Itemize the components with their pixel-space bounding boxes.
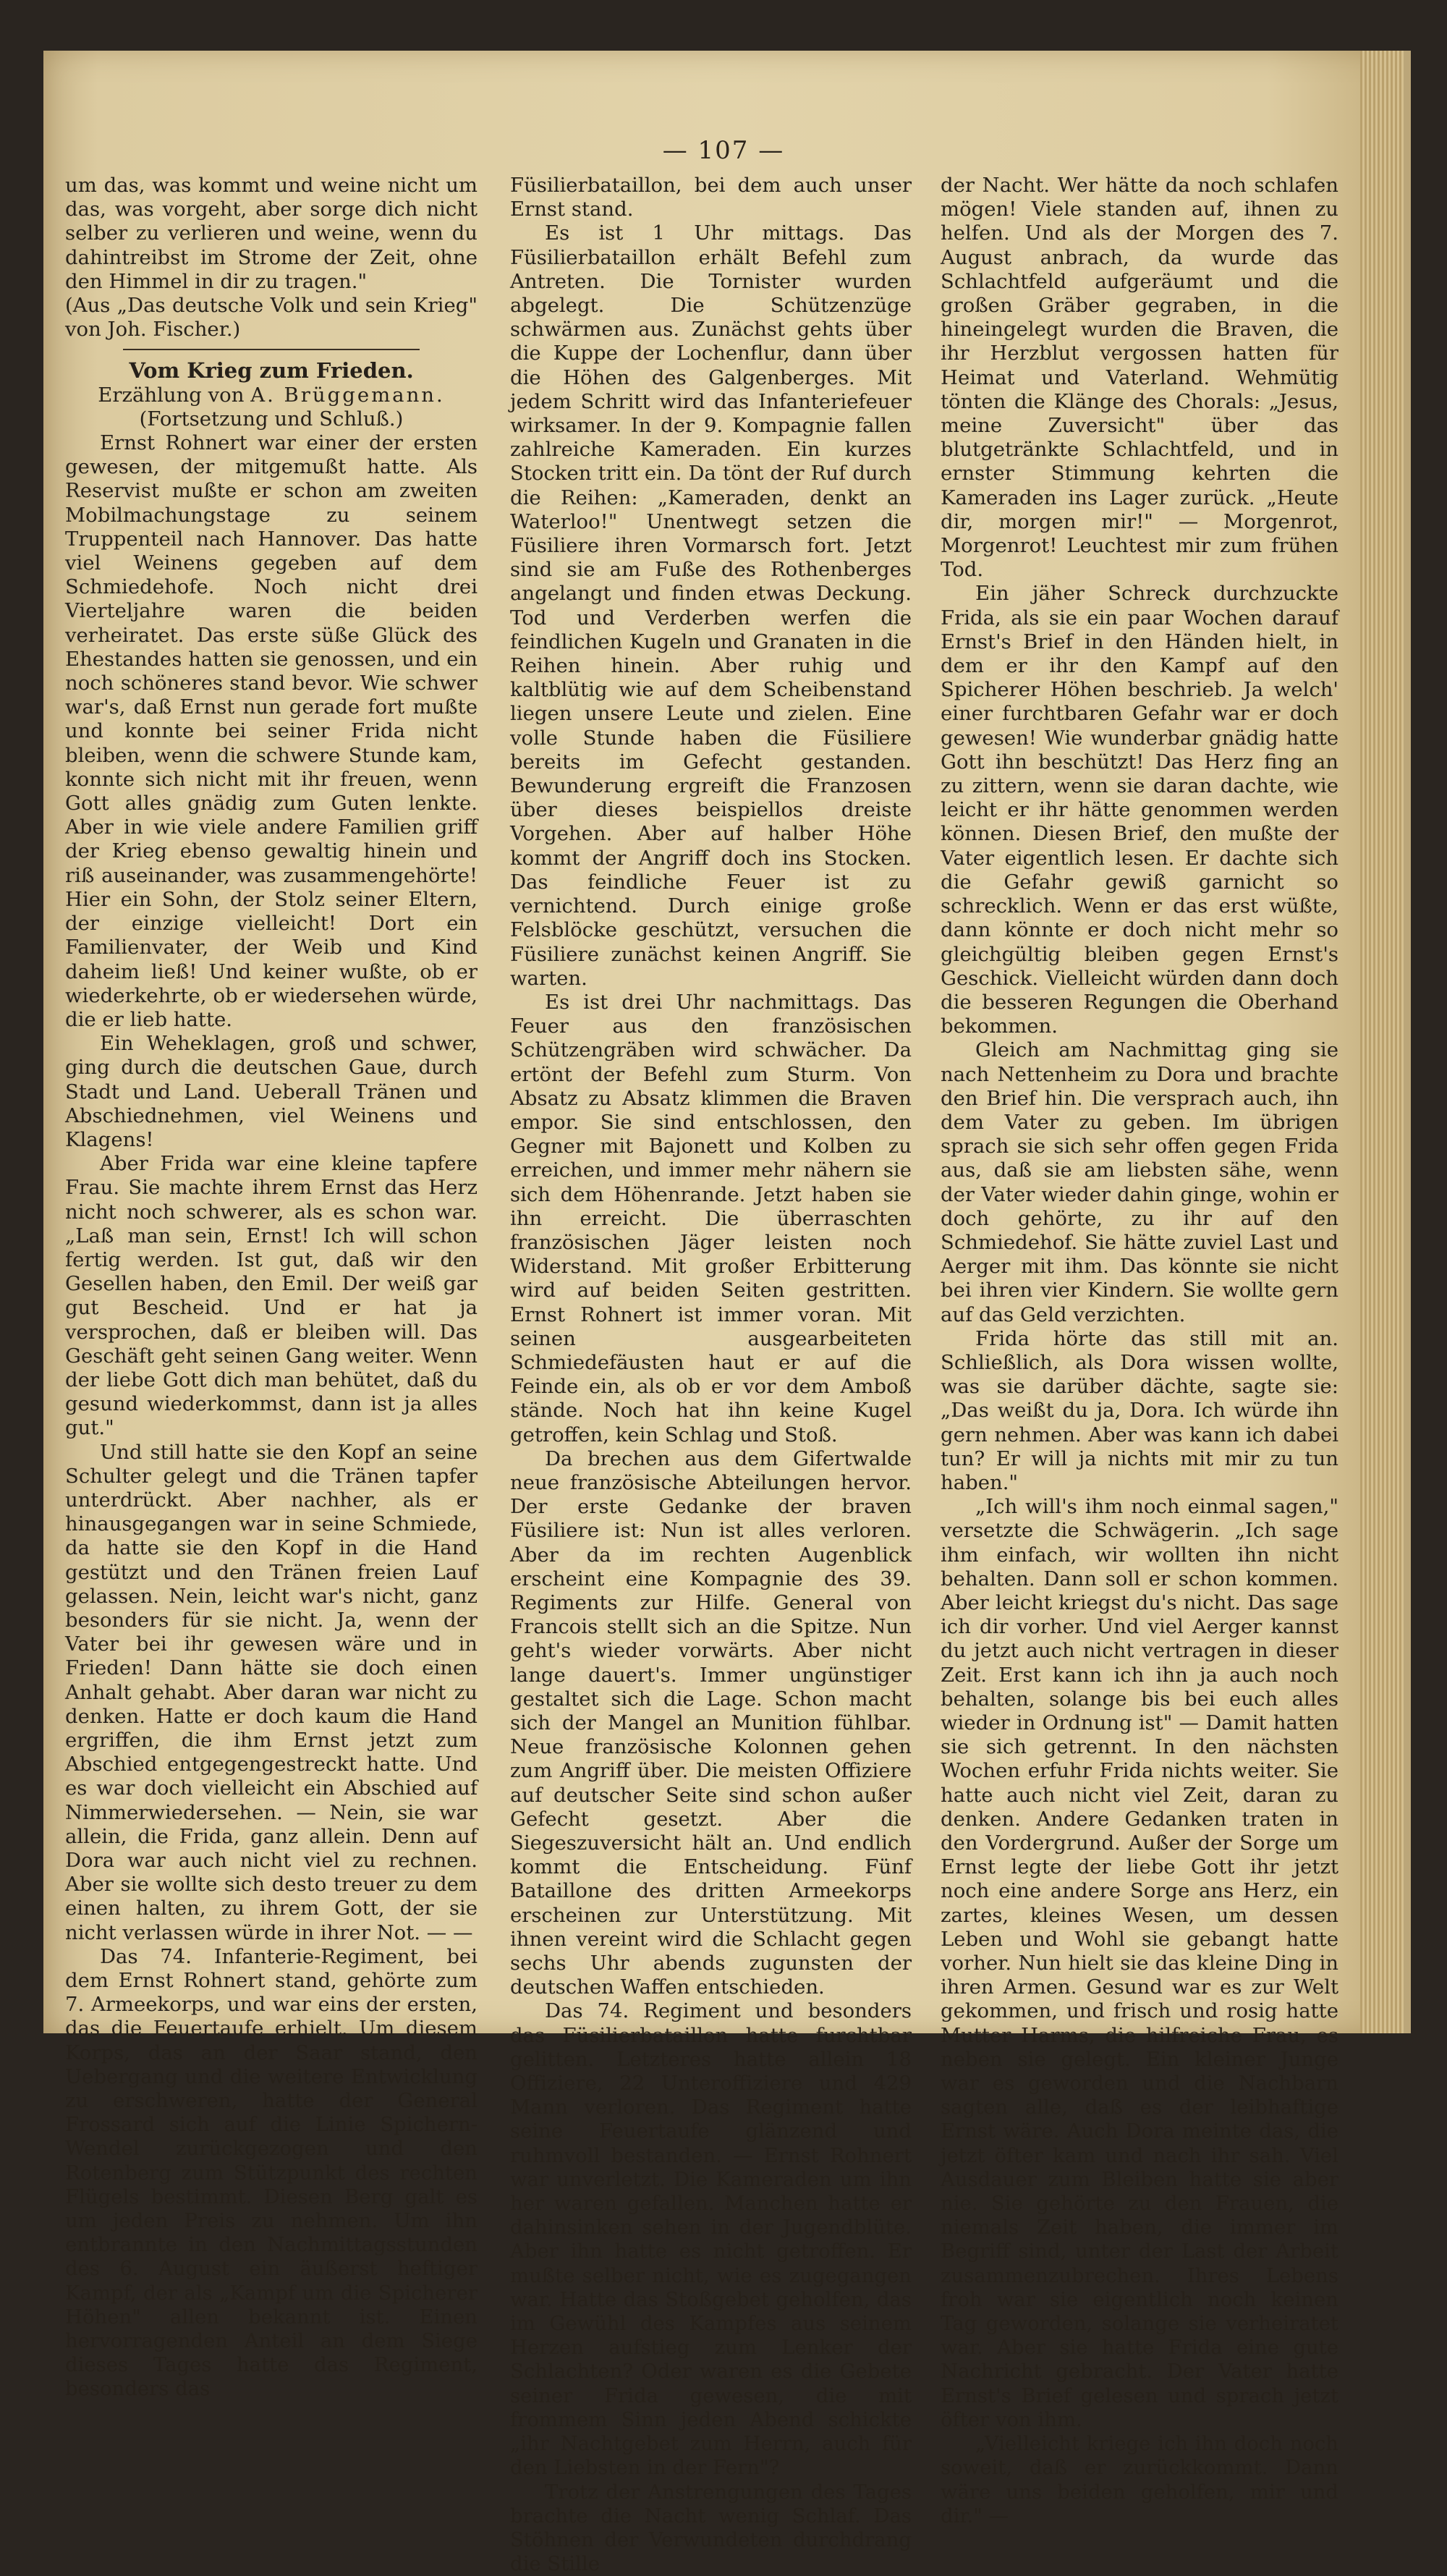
book-background <box>43 51 1411 2033</box>
continuation-note: (Fortsetzung und Schluß.) <box>65 407 478 431</box>
column-1 <box>65 174 478 2402</box>
paragraph: Ernst Rohnert war einer der ersten gewesen, der mitgemußt hatte. Als Reservist mußte er schon am zweiten Mobilmachungstage zu seinem Truppenteil nach Hannover. Das hatte viel Weinens gegeben auf dem Schmiedehofe. Noch nicht drei Vierteljahre waren die beiden verheiratet. Das erste süße Glück des Ehestandes hatten sie genossen, und ein noch schöneres stand bevor. Wie schwer war's, daß Ernst nun gerade fort mußte und konnte bei seiner Frida nicht bleiben, wenn die schwere Stunde kam, konnte sich nicht mit ihr freuen, wenn Gott alles gnädig zum Guten lenkte. Aber in wie viele andere Familien griff der Krieg ebenso gewaltig hinein und riß auseinander, was zusammengehörte! Hier ein Sohn, der Stolz seiner Eltern, der einzige vielleicht! Dort ein Familienvater, der Weib und Kind daheim ließ! Und keiner wußte, ob er wiederkehrte, ob er wiedersehen würde, die er lieb hatte. <box>65 431 478 1032</box>
page-number: — 107 — <box>43 136 1404 165</box>
subtitle-prefix: Erzählung von <box>98 384 244 407</box>
paragraph: Und still hatte sie den Kopf an seine Schulter gelegt und die Tränen tapfer unterdrückt. Aber nachher, als er hinausgegangen war in seine Schmiede, da hatte sie den Kopf in die Hand gestützt und den Tränen freien Lauf gelassen. Nein, leicht war's nicht, ganz besonders für sie nicht. Ja, wenn der Vater bei ihr gewesen wäre und in Frieden! Dann hätte sie doch einen Anhalt gehabt. Aber daran war nicht zu denken. Hatte er doch kaum die Hand ergriffen, die ihm Ernst jetzt zum Abschied entgegengestreckt hatte. Und es war doch vielleicht ein Abschied auf Nimmerwiedersehen. — Nein, sie war allein, die Frida, ganz allein. Denn auf Dora war auch nicht viel zu rechnen. Aber sie wollte sich desto treuer zu dem einen halten, zu ihrem Gott, der sie nicht verlassen würde in ihrer Not. — — <box>65 1441 478 1945</box>
paragraph: Trotz der Anstrengungen des Tages brachte die Nacht wenig Schlaf. Das Stöhnen der Verwundeten durchdrang die Stille <box>510 2480 912 2576</box>
divider <box>123 349 420 350</box>
page-edge <box>1360 51 1404 2033</box>
source-line: (Aus „Das deutsche Volk und sein Krieg" von Joh. Fischer.) <box>65 294 478 342</box>
page <box>43 51 1404 2033</box>
author-name: A. Brüggemann. <box>250 384 445 407</box>
paragraph: Gleich am Nachmittag ging sie nach Nettenheim zu Dora und brachte den Brief hin. Die versprach auch, ihn dem Vater zu geben. Im übrigen sprach sie sich sehr offen gegen Frida aus, daß sie am liebsten sähe, wenn der Vater wieder dahin ginge, wohin er doch gehörte, zu ihr auf den Schmiedehof. Sie hätte zuviel Last und Aerger mit ihm. Das könnte sie nicht bei ihren vier Kindern. Sie wollte gern auf das Geld verzichten. <box>941 1038 1338 1326</box>
paragraph: „Ich will's ihm noch einmal sagen," versetzte die Schwägerin. „Ich sage ihm einfach, wir wollten ihn nicht behalten. Dann soll er schon kommen. Aber leicht kriegst du's nicht. Das sage ich dir vorher. Und viel Aerger kannst du jetzt auch nicht vertragen in dieser Zeit. Erst kann ich ihn ja auch noch behalten, solange bis bei euch alles wieder in Ordnung ist" — Damit hatten sie sich getrennt. In den nächsten Wochen erfuhr Frida nichts weiter. Sie hatte auch nicht viel Zeit, daran zu denken. Andere Gedanken traten in den Vordergrund. Außer der Sorge um Ernst legte der liebe Gott ihr jetzt noch eine andere Sorge ans Herz, ein zartes, kleines Wesen, um dessen Leben und Wohl sie gebangt hatte vorher. Nun hielt sie das kleine Ding in ihren Armen. Gesund war es zur Welt gekommen, und frisch und rosig hatte Mutter Harms, die hilfreiche Frau, es neben sie gelegt. Ein kleiner Junge war es geworden und die Nachbarn sagten alle, daß es der leibhaftige Ernst wäre. Auch Dora meinte das, die jetzt öfter kam und nach ihr sah. Viel Ausdauer zum Bleiben hatte sie aber nie. Sie gehörte zu den Frauen, die niemals Zeit haben, die immer im Begriff sind, unter der Last der Arbeit zusammenzubrechen. Ihres Lebens froh war sie eigentlich noch keinen Tag geworden, solange sie verheiratet war. Aber sie hatte Frida eine gute Nachricht gebracht. Der Vater hatte Ernst's Brief gelesen und sprach jetzt öfter von ihm. <box>941 1495 1338 2432</box>
article-subtitle <box>65 384 478 407</box>
paragraph: Das 74. Infanterie-Regiment, bei dem Ernst Rohnert stand, gehörte zum 7. Armeekorps, und war eins der ersten, das die Feuertaufe erhielt. Um diesem Korps, das an der Saar stand, den Uebergang und die weitere Entwicklung zu erschweren, hatte der General Frossard sich auf die Linie Spichern-Wendel zurückgezogen und den Rotenberg zum Stützpunkt des rechten Flügels bestimmt. Diesen Berg galt es um jeden Preis zu nehmen. Um ihn entbrannte in den Nachmittagsstunden des 6. August ein äußerst heftiger Kampf, der als „Kampf um die Spicherer Höhen" allen bekannt ist. Einen hervorragenden Anteil an dem Siege dieses Tages hatte das Regiment, besonders das <box>65 1945 478 2402</box>
intro-text: um das, was kommt und weine nicht um das, was vorgeht, aber sorge dich nicht selber zu verlieren und weine, wenn du dahintreibst im Strome der Zeit, ohne den Himmel in dir zu tragen." <box>65 174 478 294</box>
paragraph: der Nacht. Wer hätte da noch schlafen mögen! Viele standen auf, ihnen zu helfen. Und als der Morgen des 7. August anbrach, da wurde das Schlachtfeld aufgeräumt und die großen Gräber gegraben, in die hineingelegt wurden die Braven, die ihr Herzblut vergossen hatten für Heimat und Vaterland. Wehmütig tönten die Klänge des Chorals: „Jesus, meine Zuversicht" über das blutgetränkte Schlachtfeld, und in ernster Stimmung kehrten die Kameraden ins Lager zurück. „Heute dir, morgen mir!" — Morgenrot, Morgenrot! Leuchtest mir zum frühen Tod. <box>941 174 1338 582</box>
column-2 <box>510 174 912 2576</box>
paragraph: Frida hörte das still mit an. Schließlich, als Dora wissen wollte, was sie darüber dächte, sagte sie: „Das weißt du ja, Dora. Ich würde ihn gern nehmen. Aber was kann ich dabei tun? Er will ja nichts mit mir zu tun haben." <box>941 1327 1338 1495</box>
paragraph: Füsilierbataillon, bei dem auch unser Ernst stand. <box>510 174 912 221</box>
paragraph: Es ist drei Uhr nachmittags. Das Feuer aus den französischen Schützengräben wird schwächer. Da ertönt der Befehl zum Sturm. Von Absatz zu Absatz klimmen die Braven empor. Sie sind entschlossen, den Gegner mit Bajonett und Kolben zu erreichen, und immer mehr nähern sie sich dem Höhenrande. Jetzt haben sie ihn erreicht. Die überraschten französischen Jäger leisten noch Widerstand. Mit großer Erbitterung wird auf beiden Seiten gestritten. Ernst Rohnert ist immer voran. Mit seinen ausgearbeiteten Schmiedefäusten haut er auf die Feinde ein, als ob er vor dem Amboß stände. Noch hat ihn keine Kugel getroffen, kein Schlag und Stoß. <box>510 991 912 1447</box>
paragraph: Da brechen aus dem Gifertwalde neue französische Abteilungen hervor. Der erste Gedanke der braven Füsiliere ist: Nun ist alles verloren. Aber da im rechten Augenblick erscheint eine Kompagnie des 39. Regiments zur Hilfe. General von Francois stellt sich an die Spitze. Nun geht's wieder vorwärts. Aber nicht lange dauert's. Immer ungünstiger gestaltet sich die Lage. Schon macht sich der Mangel an Munition fühlbar. Neue französische Kolonnen gehen zum Angriff über. Die meisten Offiziere auf deutscher Seite sind schon außer Gefecht gesetzt. Aber die Siegeszuversicht hält an. Und endlich kommt die Entscheidung. Fünf Bataillone des dritten Armeekorps erscheinen zur Unterstützung. Mit ihnen vereint wird die Schlacht gegen sechs Uhr abends zugunsten der deutschen Waffen entschieden. <box>510 1447 912 2000</box>
paragraph: „Vielleicht kriege ich ihn doch noch soweit, daß er zurückkommt. Dann wäre uns beiden geholfen, mir und dir." — <box>941 2432 1338 2528</box>
article-headline: Vom Krieg zum Frieden. <box>65 359 478 383</box>
paragraph: Aber Frida war eine kleine tapfere Frau. Sie machte ihrem Ernst das Herz nicht noch schwerer, als es schon war. „Laß man sein, Ernst! Ich will schon fertig werden. Ist gut, daß wir den Gesellen haben, den Emil. Der weiß gar gut Bescheid. Und er hat ja versprochen, daß er bleiben will. Das Geschäft geht seinen Gang weiter. Wenn der liebe Gott dich man behütet, daß du gesund wiederkommst, dann ist ja alles gut." <box>65 1152 478 1440</box>
column-3 <box>941 174 1338 2528</box>
paragraph: Ein jäher Schreck durchzuckte Frida, als sie ein paar Wochen darauf Ernst's Brief in den Händen hielt, in dem er ihr den Kampf auf den Spicherer Höhen beschrieb. Ja welch' einer furchtbaren Gefahr war er doch gewesen! Wie wunderbar gnädig hatte Gott ihn beschützt! Das Herz fing an zu zittern, wenn sie daran dachte, wie leicht er ihr hätte genommen werden können. Diesen Brief, den mußte der Vater eigentlich lesen. Er dachte sich die Gefahr gewiß garnicht so schrecklich. Wenn er das erst wüßte, dann könnte er doch nicht mehr so gleichgültig bleiben gegen Ernst's Geschick. Vielleicht würden dann doch die besseren Regungen die Oberhand bekommen. <box>941 582 1338 1038</box>
paragraph: Das 74. Regiment und besonders das Füsilierbataillon hatte furchtbar gelitten. Letzteres hatte allein 18 Offiziere, 22 Unteroffiziere und 429 Mann verloren. Das Regiment hatte seine Feuertaufe glänzend und ruhmvoll bestanden. — Ernst Rohnert war unverletzt. Die Kameraden um ihn her waren gefallen. Manchen hatte er dahinsinken sehen in der Jugendblüte. Aber ihn hatte es nicht getroffen. Er mußte selber nicht, wie es zugegangen war. Hatte das Stoßgebet geholfen, das im Gewühl des Kampfes aus seinem Herzen aufstieg zum Lenker der Schlachten? Oder waren es die Gebete seiner Frida gewesen, die mit frommem Sinn jeden Abend schickte „ihr Nachtgebet zum Herrn, auch für den Liebsten in der Fern"? <box>510 1999 912 2480</box>
paragraph: Ein Weheklagen, groß und schwer, ging durch die deutschen Gaue, durch Stadt und Land. Ueberall Tränen und Abschiednehmen, viel Weinens und Klagens! <box>65 1032 478 1152</box>
paragraph: Es ist 1 Uhr mittags. Das Füsilierbataillon erhält Befehl zum Antreten. Die Tornister wurden abgelegt. Die Schützenzüge schwärmen aus. Zunächst gehts über die Kuppe der Lochenflur, dann über die Höhen des Galgenberges. Mit jedem Schritt wird das Infanteriefeuer wirksamer. In der 9. Kompagnie fallen zahlreiche Kameraden. Ein kurzes Stocken tritt ein. Da tönt der Ruf durch die Reihen: „Kameraden, denkt an Waterloo!" Unentwegt setzen die Füsiliere ihren Vormarsch fort. Jetzt sind sie am Fuße des Rothenberges angelangt und finden etwas Deckung. Tod und Verderben werfen die feindlichen Kugeln und Granaten in die Reihen hinein. Aber ruhig und kaltblütig wie auf dem Scheibenstand liegen unsere Leute und zielen. Eine volle Stunde haben die Füsiliere bereits im Gefecht gestanden. Bewunderung ergreift die Franzosen über dieses beispiellos dreiste Vorgehen. Aber auf halber Höhe kommt der Angriff doch ins Stocken. Das feindliche Feuer ist zu vernichtend. Durch einige große Felsblöcke geschützt, versuchen die Füsiliere zunächst keinen Angriff. Sie warten. <box>510 221 912 991</box>
